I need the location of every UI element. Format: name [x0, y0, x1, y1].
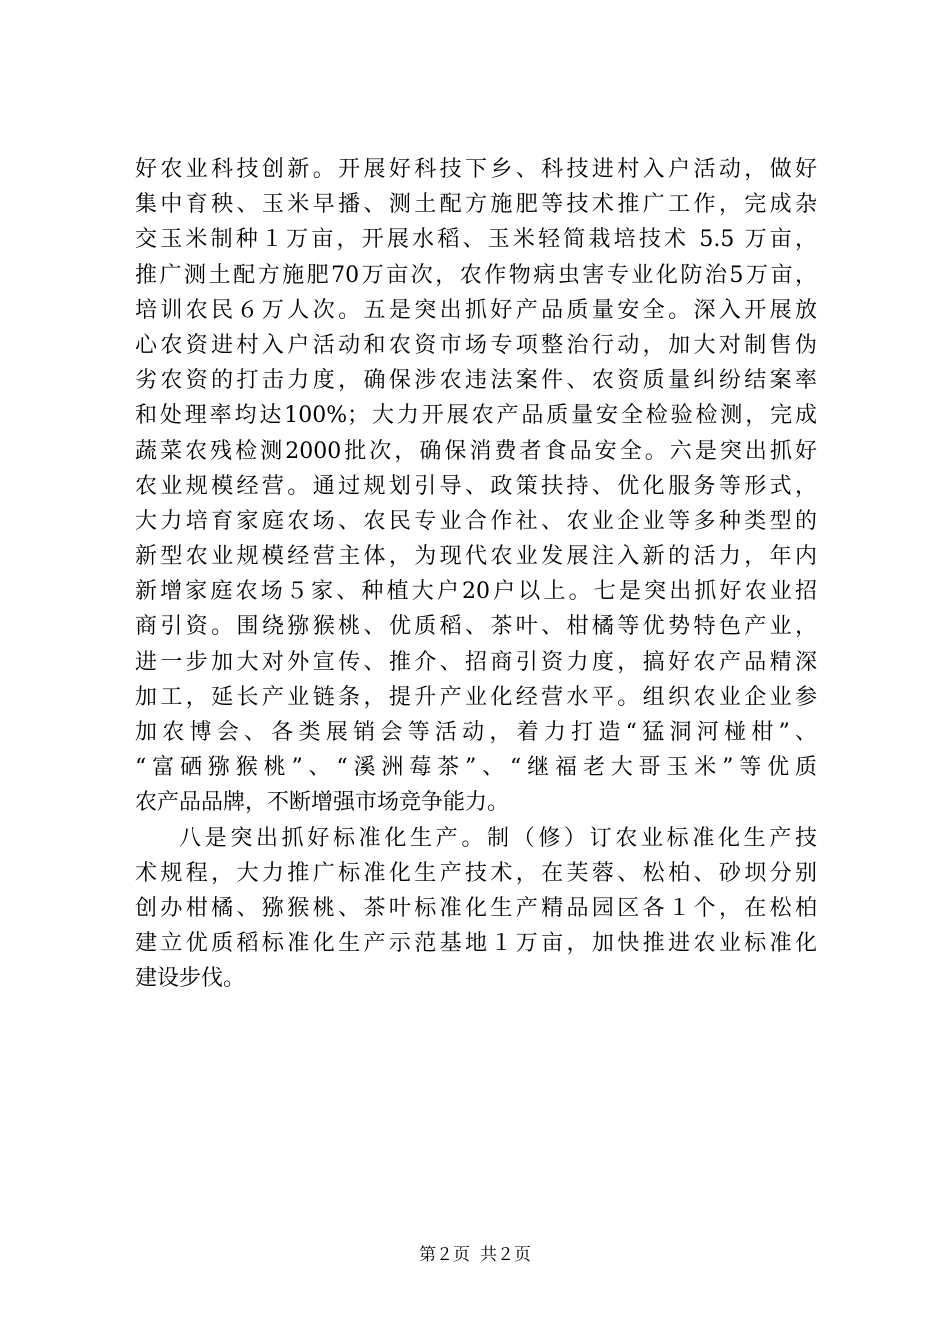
text-line: 好农业科技创新。开展好科技下乡、科技进村入户活动，做好 — [135, 157, 817, 182]
page-total: 共２页 — [480, 1245, 531, 1265]
paragraph-2 — [135, 821, 817, 997]
text-line: 新增家庭农场５家、种植大户20户以上。七是突出抓好农业招 — [135, 579, 817, 605]
text-line: “富硒猕猴桃”、“溪洲莓茶”、“继福老大哥玉米”等优质 — [135, 755, 817, 781]
text-line: 心农资进村入户活动和农资市场专项整治行动，加大对制售伪 — [135, 332, 817, 358]
text-line: 培训农民６万人次。五是突出抓好产品质量安全。深入开展放 — [135, 297, 817, 323]
text-line: 蔬菜农残检测2000批次，确保消费者食品安全。六是突出抓好 — [135, 438, 817, 464]
text-line: 术规程，大力推广标准化生产技术，在芙蓉、松柏、砂坝分别 — [135, 860, 817, 886]
text-line: 新型农业规模经营主体，为现代农业发展注入新的活力，年内 — [135, 544, 817, 570]
page-number: 第２页 — [419, 1245, 470, 1265]
text-line: 和处理率均达100%；大力开展农产品质量安全检验检测，完成 — [135, 403, 817, 429]
text-line: 劣农资的打击力度，确保涉农违法案件、农资质量纠纷结案率 — [135, 368, 817, 394]
text-line: 加农博会、各类展销会等活动，着力打造“猛洞河椪柑”、 — [135, 720, 817, 745]
text-line: 建立优质稻标准化生产示范基地１万亩，加快推进农业标准化 — [135, 931, 817, 957]
text-line: 农产品品牌，不断增强市场竞争能力。 — [135, 790, 510, 816]
document-body — [135, 152, 817, 997]
text-line: 农业规模经营。通过规划引导、政策扶持、优化服务等形式， — [135, 473, 817, 499]
text-line: 交玉米制种１万亩，开展水稻、玉米轻简栽培技术 5.5 万亩， — [135, 227, 817, 253]
text-line: 创办柑橘、猕猴桃、茶叶标准化生产精品园区各１个，在松柏 — [135, 895, 817, 921]
text-line: 推广测土配方施肥70万亩次，农作物病虫害专业化防治5万亩， — [135, 262, 817, 288]
text-line: 进一步加大对外宣传、推介、招商引资力度，搞好农产品精深 — [135, 649, 817, 675]
text-line: 商引资。围绕猕猴桃、优质稻、茶叶、柑橘等优势特色产业， — [135, 614, 817, 640]
page-footer — [0, 1240, 950, 1270]
text-line: 八是突出抓好标准化生产。制（修）订农业标准化生产技 — [179, 825, 817, 851]
paragraph-1 — [135, 152, 817, 821]
text-line: 大力培育家庭农场、农民专业合作社、农业企业等多种类型的 — [135, 508, 817, 534]
text-line: 建设步伐。 — [135, 966, 246, 992]
text-line: 集中育秧、玉米早播、测土配方施肥等技术推广工作，完成杂 — [135, 192, 817, 218]
text-line: 加工，延长产业链条，提升产业化经营水平。组织农业企业参 — [135, 684, 817, 710]
